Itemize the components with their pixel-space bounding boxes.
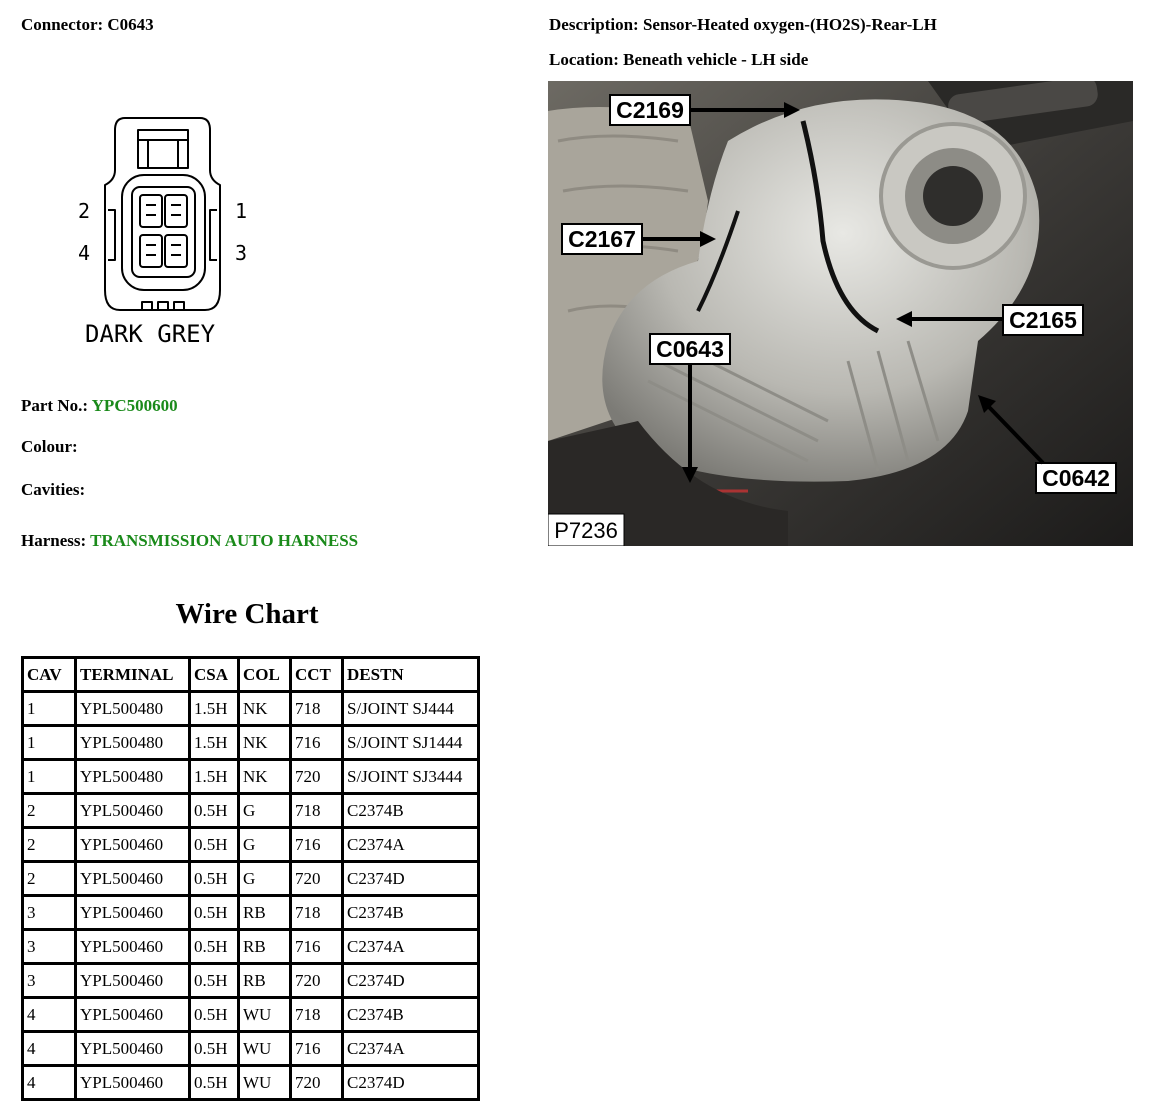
- svg-text:C2167: C2167: [568, 226, 636, 252]
- col-cell: RB: [240, 931, 292, 965]
- pin-label-1: 1: [235, 199, 248, 223]
- destn-cell: S/JOINT SJ3444: [344, 761, 477, 795]
- table-row: [24, 727, 477, 761]
- terminal-cell: YPL500460: [77, 863, 191, 897]
- wire-chart-title: Wire Chart: [175, 598, 319, 630]
- terminal-cell: YPL500480: [77, 761, 191, 795]
- cct-cell: 718: [292, 897, 344, 931]
- description-label: Description:: [549, 15, 639, 34]
- cav-cell: 2: [24, 829, 77, 863]
- csa-cell: 0.5H: [191, 795, 240, 829]
- col-header-col: COL: [240, 659, 292, 693]
- terminal-cell: YPL500480: [77, 693, 191, 727]
- col-cell: NK: [240, 761, 292, 795]
- cav-cell: 1: [24, 727, 77, 761]
- csa-cell: 0.5H: [191, 829, 240, 863]
- table-row: [24, 931, 477, 965]
- wire-chart-body: [24, 693, 477, 1098]
- cavities-label: Cavities:: [21, 480, 86, 499]
- pin-label-3: 3: [235, 241, 248, 265]
- col-cell: G: [240, 795, 292, 829]
- terminal-cell: YPL500460: [77, 829, 191, 863]
- terminal-cell: YPL500460: [77, 931, 191, 965]
- col-header-csa: CSA: [191, 659, 240, 693]
- description-value: Sensor-Heated oxygen-(HO2S)-Rear-LH: [642, 15, 937, 34]
- terminal-cell: YPL500460: [77, 965, 191, 999]
- cav-cell: 1: [24, 693, 77, 727]
- col-header-destn: DESTN: [344, 659, 477, 693]
- cct-cell: 718: [292, 693, 344, 727]
- cct-cell: 718: [292, 795, 344, 829]
- table-header-row: [24, 659, 477, 693]
- cav-cell: 3: [24, 897, 77, 931]
- col-cell: NK: [240, 693, 292, 727]
- destn-cell: C2374A: [344, 829, 477, 863]
- destn-cell: C2374A: [344, 931, 477, 965]
- destn-cell: C2374D: [347, 1072, 405, 1092]
- svg-text:P7236: P7236: [554, 518, 618, 543]
- cav-cell: 3: [24, 965, 77, 999]
- csa-cell: 0.5H: [191, 999, 240, 1033]
- terminal-cell: YPL500480: [77, 727, 191, 761]
- col-cell: RB: [240, 897, 292, 931]
- cav-cell: 3: [24, 931, 77, 965]
- col-cell: G: [240, 863, 292, 897]
- location-field: [549, 50, 808, 70]
- harness-value[interactable]: TRANSMISSION AUTO HARNESS: [90, 531, 359, 550]
- location-value: Beneath vehicle - LH side: [623, 50, 809, 69]
- table-row: [24, 1033, 477, 1067]
- colour-caption: DARK GREY: [85, 320, 216, 348]
- destn-cell: C2374D: [344, 863, 477, 897]
- cct-cell: 718: [292, 999, 344, 1033]
- cavities-field: [21, 480, 85, 500]
- destn-cell: S/JOINT SJ444: [344, 693, 477, 727]
- destn-cell: C2374A: [344, 1033, 477, 1067]
- connector-label: Connector:: [21, 15, 104, 34]
- table-row: [24, 693, 477, 727]
- csa-cell: 0.5H: [191, 1067, 240, 1098]
- csa-cell: 1.5H: [191, 761, 240, 795]
- connector-face-diagram: [60, 110, 270, 360]
- col-cell: WU: [240, 999, 292, 1033]
- pin-label-4: 4: [78, 241, 91, 265]
- cct-cell: 716: [292, 1033, 344, 1067]
- col-cell: RB: [240, 965, 292, 999]
- terminal-cell: YPL500460: [77, 1067, 191, 1098]
- wire-chart-table: [21, 656, 480, 1101]
- colour-label: Colour:: [21, 437, 78, 456]
- cct-cell: 720: [292, 863, 344, 897]
- part-number-field: [21, 396, 178, 416]
- svg-text:C0643: C0643: [656, 336, 724, 362]
- part-number-label: Part No.:: [21, 396, 89, 415]
- connector-location-photo: [548, 81, 1133, 546]
- destn-cell: C2374B: [344, 897, 477, 931]
- connector-value: C0643: [107, 15, 154, 34]
- terminal-cell: YPL500460: [77, 1033, 191, 1067]
- cct-cell: 720: [292, 965, 344, 999]
- csa-cell: 0.5H: [191, 863, 240, 897]
- harness-label: Harness:: [21, 531, 87, 550]
- terminal-cell: YPL500460: [77, 795, 191, 829]
- col-header-cct: CCT: [292, 659, 344, 693]
- table-row: [24, 999, 477, 1033]
- cav-cell: 2: [24, 863, 77, 897]
- harness-field: [21, 531, 358, 551]
- cav-cell: 4: [24, 1033, 77, 1067]
- csa-cell: 0.5H: [191, 931, 240, 965]
- table-row: [24, 829, 477, 863]
- cav-cell: 1: [24, 761, 77, 795]
- col-cell: WU: [240, 1067, 292, 1098]
- svg-text:C0642: C0642: [1042, 465, 1110, 491]
- photo-id-label: [548, 514, 624, 546]
- table-row: [24, 863, 477, 897]
- terminal-cell: YPL500460: [77, 999, 191, 1033]
- pin-label-2: 2: [78, 199, 91, 223]
- table-row: [24, 965, 477, 999]
- destn-cell: C2374B: [344, 795, 477, 829]
- svg-text:C2165: C2165: [1009, 307, 1077, 333]
- csa-cell: 0.5H: [191, 965, 240, 999]
- cav-cell: 4: [24, 1067, 77, 1098]
- cct-cell: 720: [292, 1067, 344, 1098]
- destn-cell: S/JOINT SJ1444: [344, 727, 477, 761]
- cct-cell: 716: [292, 829, 344, 863]
- destn-cell: C2374D: [344, 965, 477, 999]
- csa-cell: 0.5H: [191, 1033, 240, 1067]
- col-cell: G: [240, 829, 292, 863]
- location-label: Location:: [549, 50, 619, 69]
- cct-cell: 716: [292, 727, 344, 761]
- col-header-cav: CAV: [24, 659, 77, 693]
- col-cell: NK: [240, 727, 292, 761]
- description-field: [549, 15, 937, 35]
- terminal-cell: YPL500460: [77, 897, 191, 931]
- col-cell: WU: [240, 1033, 292, 1067]
- cct-cell: 720: [292, 761, 344, 795]
- cav-cell: 2: [24, 795, 77, 829]
- cct-cell: 716: [292, 931, 344, 965]
- cav-cell: 4: [24, 999, 77, 1033]
- table-row: [24, 795, 477, 829]
- csa-cell: 0.5H: [191, 897, 240, 931]
- table-row: [24, 1067, 477, 1098]
- csa-cell: 1.5H: [191, 693, 240, 727]
- table-row: [24, 761, 477, 795]
- svg-text:C2169: C2169: [616, 97, 684, 123]
- part-number-value[interactable]: YPC500600: [91, 396, 178, 415]
- table-row: [24, 897, 477, 931]
- col-header-terminal: TERMINAL: [77, 659, 191, 693]
- csa-cell: 1.5H: [191, 727, 240, 761]
- colour-field: [21, 437, 78, 457]
- destn-cell: C2374B: [344, 999, 477, 1033]
- connector-field: [21, 15, 154, 35]
